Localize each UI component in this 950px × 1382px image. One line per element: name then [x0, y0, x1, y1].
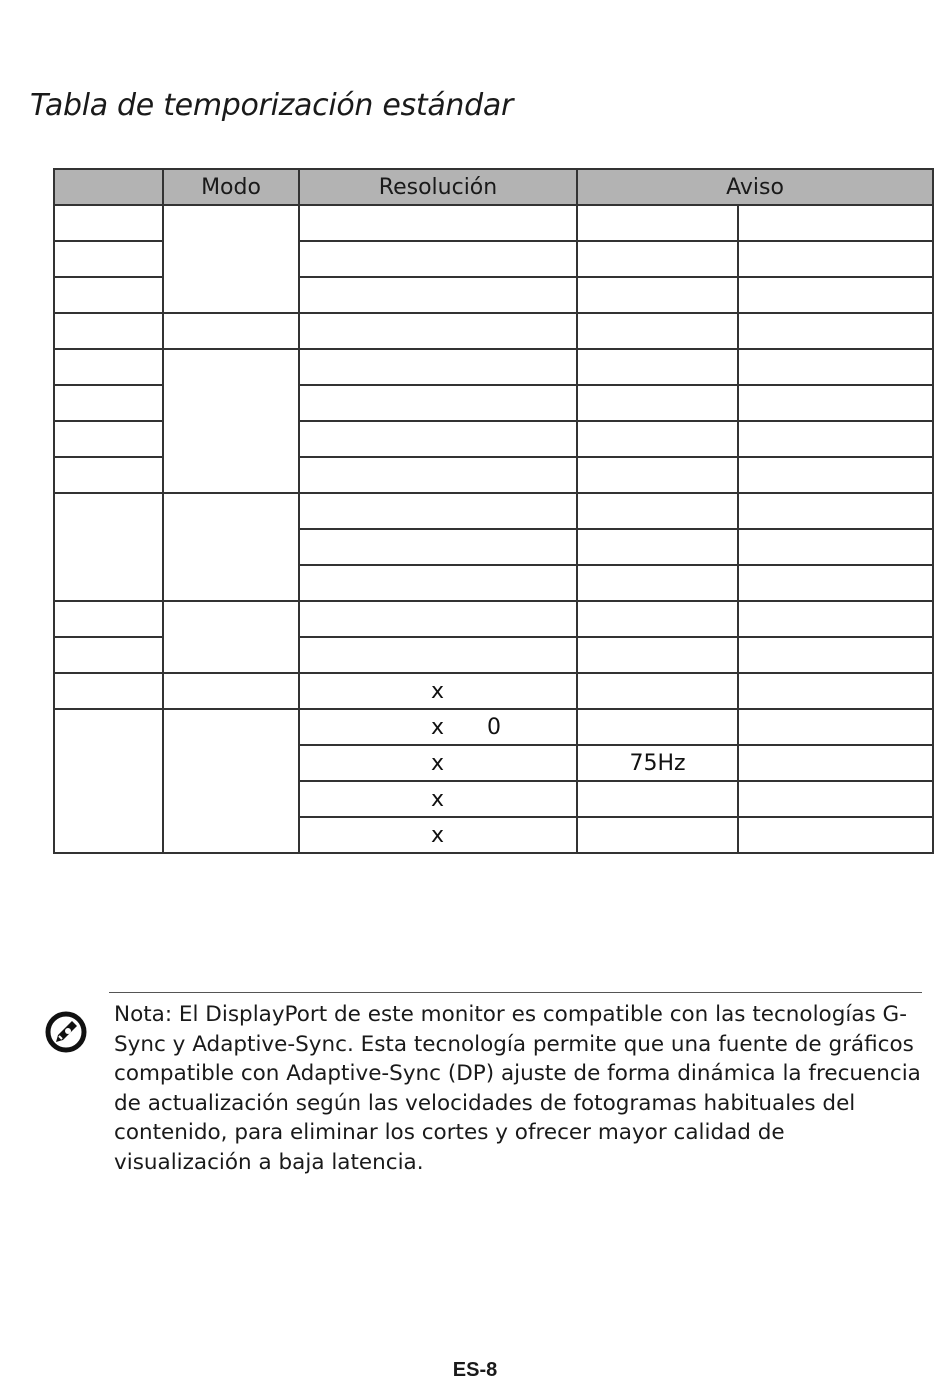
index-cell	[54, 493, 163, 601]
resolution-cell	[299, 349, 577, 385]
extra-cell	[738, 781, 933, 817]
extra-cell	[738, 493, 933, 529]
notice-cell	[577, 385, 738, 421]
notice-cell	[577, 601, 738, 637]
resolution-cell	[299, 277, 577, 313]
extra-cell	[738, 709, 933, 745]
resolution-cell: x	[299, 745, 577, 781]
extra-cell	[738, 349, 933, 385]
notice-cell	[577, 817, 738, 853]
index-cell	[54, 673, 163, 709]
index-cell	[54, 709, 163, 853]
extra-cell	[738, 817, 933, 853]
notice-cell	[577, 349, 738, 385]
extra-cell	[738, 637, 933, 673]
resolution-cell	[299, 565, 577, 601]
notice-cell	[577, 709, 738, 745]
header-mode: Modo	[163, 169, 299, 205]
notice-cell	[577, 493, 738, 529]
mode-cell	[163, 709, 299, 853]
index-cell	[54, 241, 163, 277]
extra-cell	[738, 421, 933, 457]
extra-cell	[738, 385, 933, 421]
header-index	[54, 169, 163, 205]
notice-cell	[577, 565, 738, 601]
extra-cell	[738, 205, 933, 241]
notice-cell	[577, 529, 738, 565]
index-cell	[54, 349, 163, 385]
page-number: ES-8	[452, 1359, 498, 1381]
extra-cell	[738, 529, 933, 565]
resolution-cell: x	[299, 781, 577, 817]
table-row	[54, 313, 933, 349]
extra-cell	[738, 745, 933, 781]
mode-cell	[163, 493, 299, 601]
index-cell	[54, 457, 163, 493]
notice-cell	[577, 781, 738, 817]
index-cell	[54, 277, 163, 313]
note-pencil-icon	[44, 1010, 88, 1054]
extra-cell	[738, 313, 933, 349]
extra-cell	[738, 241, 933, 277]
resolution-cell	[299, 637, 577, 673]
notice-cell	[577, 421, 738, 457]
table-row	[54, 673, 933, 709]
extra-cell	[738, 673, 933, 709]
index-cell	[54, 385, 163, 421]
resolution-cell	[299, 493, 577, 529]
notice-cell	[577, 277, 738, 313]
table-header-row	[54, 169, 933, 205]
extra-cell	[738, 277, 933, 313]
header-resolution: Resolución	[299, 169, 577, 205]
mode-cell	[163, 673, 299, 709]
mode-cell	[163, 205, 299, 313]
resolution-cell: x	[299, 817, 577, 853]
header-notice: Aviso	[577, 169, 933, 205]
notice-cell	[577, 313, 738, 349]
notice-cell	[577, 673, 738, 709]
resolution-cell	[299, 601, 577, 637]
mode-cell	[163, 313, 299, 349]
resolution-cell	[299, 385, 577, 421]
index-cell	[54, 421, 163, 457]
mode-cell	[163, 601, 299, 673]
resolution-cell	[299, 529, 577, 565]
extra-cell	[738, 565, 933, 601]
resolution-cell: x	[299, 673, 577, 709]
notice-cell	[577, 241, 738, 277]
index-cell	[54, 313, 163, 349]
extra-cell	[738, 457, 933, 493]
table-row	[54, 349, 933, 385]
index-cell	[54, 205, 163, 241]
note-text: Nota: El DisplayPort de este monitor es compatible con las tecnologías G-Sync y Adaptive-Sync. Esta tecnología permite que una fuente de gráficos compatible con Adaptive-Sync (DP) ajuste de forma dinámica la frecuencia de actualización según las velocidades de fotogramas habituales del contenido, para eliminar los cortes y ofrecer mayor calidad de visualización a baja latencia.	[114, 1002, 921, 1175]
timing-table	[53, 168, 934, 854]
resolution-cell	[299, 241, 577, 277]
mode-cell	[163, 349, 299, 493]
resolution-cell	[299, 421, 577, 457]
table-row	[54, 205, 933, 241]
index-cell	[54, 637, 163, 673]
notice-cell	[577, 637, 738, 673]
table-row	[54, 601, 933, 637]
note-divider	[109, 992, 922, 993]
table-row	[54, 709, 933, 745]
notice-cell	[577, 205, 738, 241]
resolution-cell	[299, 313, 577, 349]
table-row	[54, 493, 933, 529]
resolution-cell	[299, 457, 577, 493]
page-title: Tabla de temporización estándar	[30, 88, 513, 123]
resolution-cell: x 0	[299, 709, 577, 745]
extra-cell	[738, 601, 933, 637]
resolution-cell	[299, 205, 577, 241]
notice-cell: 75Hz	[577, 745, 738, 781]
notice-cell	[577, 457, 738, 493]
index-cell	[54, 601, 163, 637]
